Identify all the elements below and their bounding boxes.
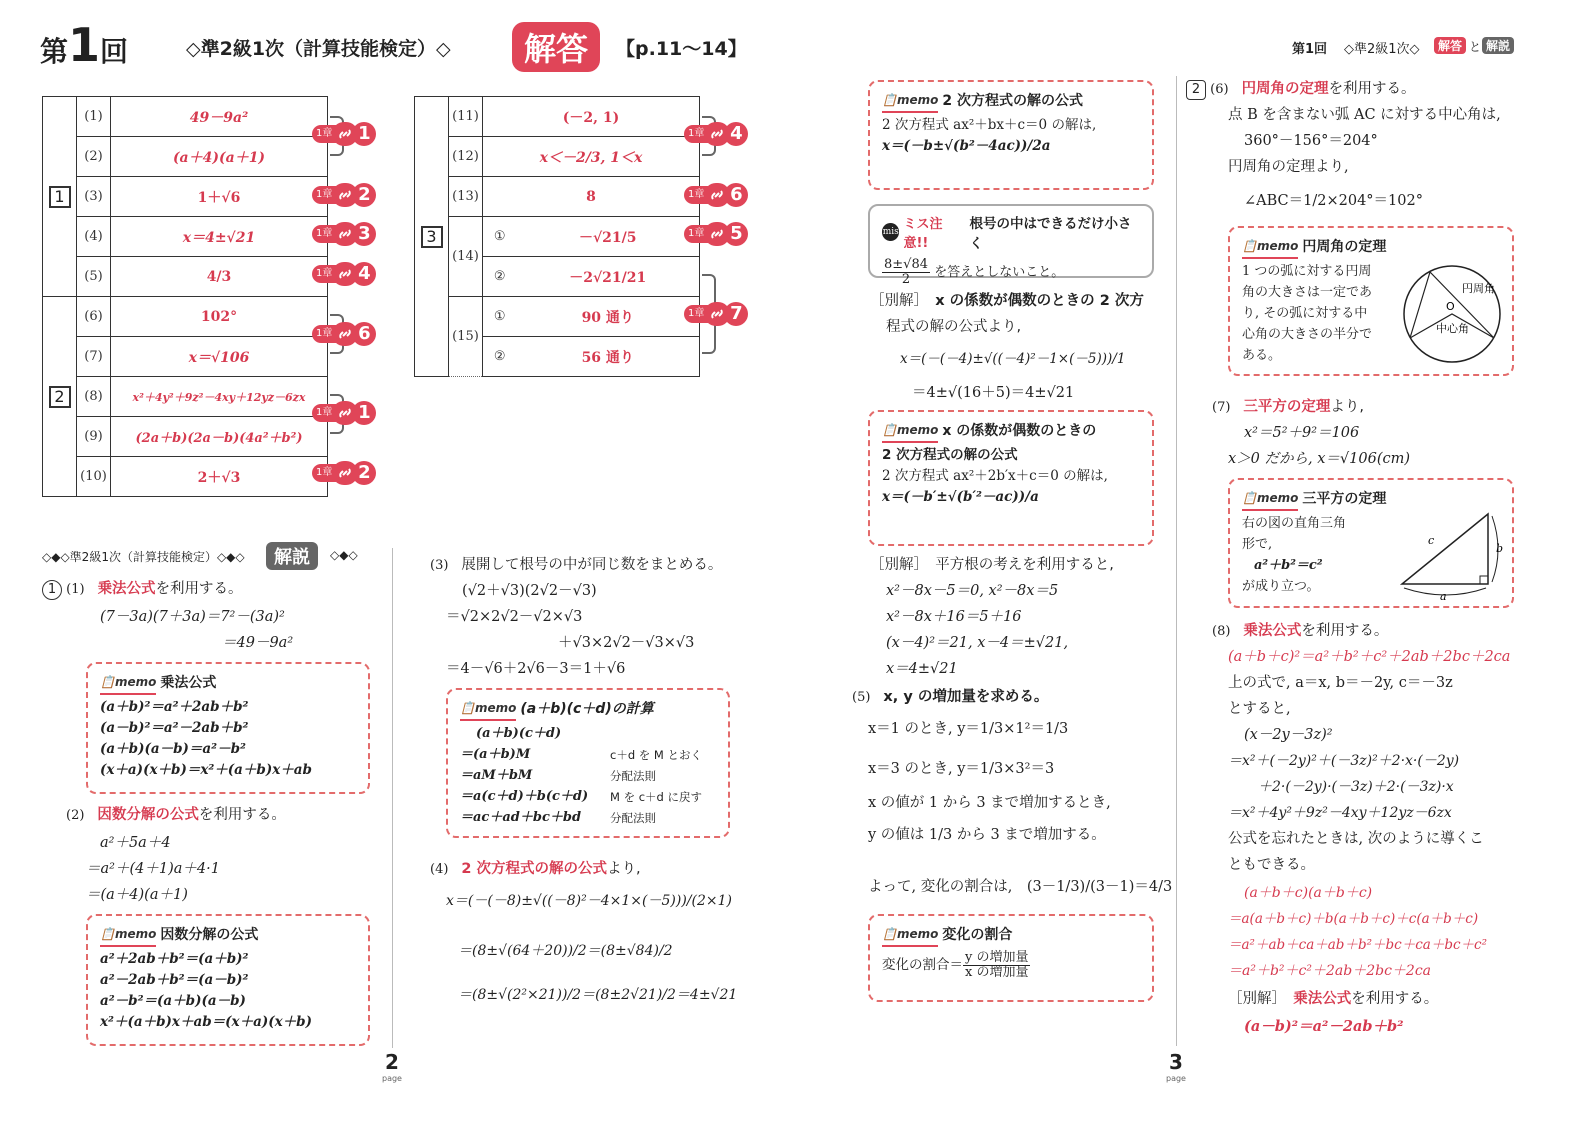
math-line: x²－8x－5＝0, x²－8x＝5 bbox=[886, 583, 1059, 599]
q8-heading: (8) 乗法公式を利用する。 bbox=[1212, 623, 1389, 639]
sub-num: ① bbox=[483, 217, 517, 257]
math-line: ∠ABC＝1/2×204°＝102° bbox=[1244, 193, 1423, 209]
row-num: (8) bbox=[77, 377, 111, 417]
column-divider bbox=[392, 548, 393, 1048]
q4-heading: (4) 2 次方程式の解の公式より, bbox=[430, 861, 641, 877]
math-line: よって, 変化の割合は, (3－1/3)/(3－1)＝4/3 bbox=[868, 879, 1173, 895]
math-line: ＝4±√(16＋5)＝4±√21 bbox=[912, 385, 1075, 401]
answer-value: 56 通り bbox=[517, 337, 700, 377]
explain-badge: 解説 bbox=[266, 542, 318, 570]
row-num: (13) bbox=[449, 177, 483, 217]
math-line: ＝(a＋4)(a＋1) bbox=[86, 887, 188, 903]
sub-num: ① bbox=[483, 297, 517, 337]
sub-num: ② bbox=[483, 257, 517, 297]
chapter-link[interactable]: 1章 4 bbox=[684, 122, 748, 146]
math-line: ＝a²＋(4＋1)a＋4·1 bbox=[86, 861, 220, 877]
math-line: 円周角の定理より, bbox=[1228, 159, 1349, 175]
row-num: (5) bbox=[77, 257, 111, 297]
memo-text: り, その弧に対する中 bbox=[1242, 306, 1368, 321]
chapter-link[interactable]: 1章 2 bbox=[312, 183, 376, 207]
answer-value: －√21/5 bbox=[517, 217, 700, 257]
chapter-link[interactable]: 1章 5 bbox=[684, 222, 748, 246]
answer-table-3 bbox=[414, 96, 700, 377]
memo-text: 角の大きさは一定であ bbox=[1242, 285, 1373, 300]
row-num: (12) bbox=[449, 137, 483, 177]
episode-title: 第1回 bbox=[40, 18, 129, 72]
memo-box: 📋memo 因数分解の公式 a²＋2ab＋b²＝(a＋b)² a²－2ab＋b²＝(a－b)² a²－b²＝(a＋b)(a－b) x²＋(a＋b)x＋ab＝(x＋a)(x＋b) bbox=[86, 914, 370, 1046]
formula-text: 2 次方程式 ax²＋2b′x＋c＝0 の解は, bbox=[882, 468, 1108, 484]
math-line: ＋√3×2√2－√3×√3 bbox=[558, 635, 695, 651]
page-number: 2 page bbox=[382, 1050, 402, 1083]
page-range: 【p.11～14】 bbox=[616, 38, 747, 60]
memo-icon: 📋memo bbox=[100, 672, 156, 695]
formula: (a－b)²＝a²－2ab＋b² bbox=[100, 720, 249, 736]
q1-1-heading: 1 (1) 乗法公式を利用する。 bbox=[42, 576, 243, 603]
chapter-link[interactable]: 1章 3 bbox=[312, 222, 376, 246]
q8-alt-heading: ［別解］ 乗法公式を利用する。 bbox=[1228, 991, 1439, 1007]
memo-icon: 📋memo bbox=[460, 698, 516, 721]
alt1-line: ［別解］ x の係数が偶数のときの 2 次方 bbox=[870, 293, 1144, 309]
formula: a²－b²＝(a＋b)(a－b) bbox=[100, 993, 246, 1009]
answer-value: 90 通り bbox=[517, 297, 700, 337]
formula: ＝aM＋bM bbox=[460, 768, 533, 783]
svg-text:円周角: 円周角 bbox=[1462, 282, 1495, 295]
row-num: (15) bbox=[449, 297, 483, 377]
note: 分配法則 bbox=[610, 769, 656, 783]
math-line: 360°－156°＝204° bbox=[1244, 133, 1378, 149]
row-num: (10) bbox=[77, 457, 111, 497]
math-line: x²－8x＋16＝5＋16 bbox=[886, 609, 1022, 625]
q5-heading: (5) x, y の増加量を求める。 bbox=[852, 689, 1049, 705]
chapter-link[interactable]: 1章 4 bbox=[312, 262, 376, 286]
formula: (a＋b)(c＋d) bbox=[476, 726, 562, 741]
answer-value: (－2, 1) bbox=[483, 97, 700, 137]
circle-angle-diagram bbox=[1400, 262, 1504, 366]
exam-title: ◇準2級1次（計算技能検定）◇ bbox=[186, 38, 451, 60]
q6-heading: 2 (6) 円周角の定理を利用する。 bbox=[1186, 76, 1416, 103]
formula: a²－2ab＋b²＝(a－b)² bbox=[100, 972, 249, 988]
memo-box: 📋memo x の係数が偶数のときの 2 次方程式の解の公式 2 次方程式 ax²＋2b′x＋c＝0 の解は, x＝(－b′±√(b′²－ac))/a bbox=[868, 410, 1154, 546]
right-explain-badge: 解説 bbox=[1482, 37, 1514, 54]
answer-value: 49－9a² bbox=[111, 97, 328, 137]
memo-icon: 📋memo bbox=[1242, 236, 1298, 259]
row-num: (9) bbox=[77, 417, 111, 457]
math-line: x の値が 1 から 3 まで増加するとき, bbox=[868, 795, 1111, 811]
formula: ＝a(c＋d)＋b(c＋d) bbox=[460, 789, 589, 804]
column-divider bbox=[1176, 76, 1177, 1046]
chapter-link[interactable]: 1章 2 bbox=[312, 461, 376, 485]
formula: x＝(－b′±√(b′²－ac))/a bbox=[882, 489, 1039, 505]
note: c＋d を M とおく bbox=[610, 748, 703, 762]
answer-value: (a＋4)(a＋1) bbox=[111, 137, 328, 177]
right-answer-badge: 解答 bbox=[1434, 37, 1466, 54]
formula: (a＋b)²＝a²＋2ab＋b² bbox=[100, 699, 249, 715]
math-line: ＝√2×2√2－√2×√3 bbox=[446, 609, 583, 625]
math-line: ＝(8±√(2²×21))/2＝(8±2√21)/2＝4±√21 bbox=[458, 987, 738, 1003]
math-line: ＝(8±√(64＋20))/2＝(8±√84)/2 bbox=[458, 943, 673, 959]
section-1-cell: 1 bbox=[43, 97, 77, 297]
formula: a²＋2ab＋b²＝(a＋b)² bbox=[100, 951, 249, 967]
math-line: ＝a²＋ab＋ca＋ab＋b²＋bc＋ca＋bc＋c² bbox=[1228, 937, 1487, 953]
caution-box: mis ミス注意!! 根号の中はできるだけ小さく $\frac{8\pm√84}{2}$ を答えとしないこと。 bbox=[868, 204, 1154, 278]
math-line: (√2＋√3)(2√2－√3) bbox=[462, 583, 597, 599]
memo-text: 心角の大きさの半分で bbox=[1242, 327, 1373, 342]
math-line: ともできる。 bbox=[1228, 857, 1315, 873]
sub-num: ② bbox=[483, 337, 517, 377]
memo-box: 📋memo 2 次方程式の解の公式 2 次方程式 ax²＋bx＋c＝0 の解は, x＝(－b±√(b²－4ac))/2a bbox=[868, 80, 1154, 190]
answer-value: 2＋√3 bbox=[111, 457, 328, 497]
q3-heading: (3) 展開して根号の中が同じ数をまとめる。 bbox=[430, 557, 723, 573]
formula: (a＋b)(a－b)＝a²－b² bbox=[100, 741, 246, 757]
math-line: (x－4)²＝21, x－4＝±√21, bbox=[886, 635, 1069, 651]
formula: a²＋b²＝c² bbox=[1254, 558, 1323, 573]
memo-icon: 📋memo bbox=[882, 90, 938, 113]
memo-icon: 📋memo bbox=[100, 924, 156, 947]
memo-icon: 📋memo bbox=[1242, 488, 1298, 511]
answer-value: 4/3 bbox=[111, 257, 328, 297]
row-num: (1) bbox=[77, 97, 111, 137]
math-line: x＝(－(－4)±√((－4)²－1×(－5)))/1 bbox=[900, 351, 1126, 367]
math-line: ＝a(a＋b＋c)＋b(a＋b＋c)＋c(a＋b＋c) bbox=[1228, 911, 1479, 927]
math-line: x＝1 のとき, y＝1/3×1²＝1/3 bbox=[868, 721, 1069, 737]
chapter-link[interactable]: 1章 1 bbox=[312, 122, 376, 146]
fraction: $\frac{8\pm√84}{2}$ bbox=[884, 257, 928, 287]
formula-text: 2 次方程式 ax²＋bx＋c＝0 の解は, bbox=[882, 117, 1097, 133]
formula: (x＋a)(x＋b)＝x²＋(a＋b)x＋ab bbox=[100, 762, 312, 778]
memo-box: 📋memo (a＋b)(c＋d)の計算 (a＋b)(c＋d) ＝(a＋b)M ＝aM＋bM ＝a(c＋d)＋b(c＋d) ＝ac＋ad＋bc＋bd c＋d を M とおく 分配法則 M を c＋d に戻す 分配法則 bbox=[446, 688, 730, 838]
right-episode: 第1回 bbox=[1292, 42, 1328, 57]
formula-text: 変化の割合＝ bbox=[882, 957, 963, 973]
memo-text: 1 つの弧に対する円周 bbox=[1242, 264, 1372, 279]
memo-text: 形で, bbox=[1242, 537, 1273, 552]
memo-text: 右の図の直角三角 bbox=[1242, 516, 1347, 531]
chapter-link[interactable]: 1章 6 bbox=[684, 183, 748, 207]
formula: ＝(a＋b)M bbox=[460, 747, 531, 762]
explain-header-right: ◇◆◇ bbox=[330, 548, 358, 562]
row-num: (4) bbox=[77, 217, 111, 257]
alt1-line: 程式の解の公式より, bbox=[886, 319, 1022, 335]
row-num: (7) bbox=[77, 337, 111, 377]
math-line: (7－3a)(7＋3a)＝7²－(3a)² bbox=[100, 609, 285, 625]
memo-box: 📋memo 乗法公式 (a＋b)²＝a²＋2ab＋b² (a－b)²＝a²－2ab＋b² (a＋b)(a－b)＝a²－b² (x＋a)(x＋b)＝x²＋(a＋b)x＋ab bbox=[86, 662, 370, 794]
memo-icon: 📋memo bbox=[882, 420, 938, 443]
svg-text:中心角: 中心角 bbox=[1436, 322, 1469, 335]
memo-text: が成り立つ。 bbox=[1242, 579, 1320, 594]
right-and: と bbox=[1469, 40, 1482, 54]
math-line: x＝(－(－8)±√((－8)²－4×1×(－5)))/(2×1) bbox=[446, 893, 732, 909]
row-num: (3) bbox=[77, 177, 111, 217]
math-line: ＝49－9a² bbox=[222, 635, 294, 651]
answer-value: x＜－2/3, 1＜x bbox=[483, 137, 700, 177]
svg-text:O: O bbox=[1446, 300, 1455, 313]
math-line: ＝4－√6＋2√6－3＝1＋√6 bbox=[446, 661, 626, 677]
answer-value: 102° bbox=[111, 297, 328, 337]
note: M を c＋d に戻す bbox=[610, 790, 703, 804]
q1-2-heading: (2) 因数分解の公式を利用する。 bbox=[66, 807, 286, 823]
fraction: $\frac{\text{y の増加量}}{\text{x の増加量}}$ bbox=[965, 950, 1029, 980]
math-line: x＝4±√21 bbox=[886, 661, 958, 677]
memo-box: 📋memo 円周角の定理 1 つの弧に対する円周 角の大きさは一定であ り, その弧に対する中 心角の大きさの半分で ある。 O 円周角 中心角 bbox=[1228, 226, 1514, 376]
math-line: とすると, bbox=[1228, 701, 1291, 717]
memo-box: 📋memo 三平方の定理 右の図の直角三角 形で, a²＋b²＝c² が成り立つ。 b a c bbox=[1228, 478, 1514, 608]
row-num: (2) bbox=[77, 137, 111, 177]
right-exam: ◇準2級1次◇ bbox=[1344, 42, 1420, 57]
memo-subtitle: 2 次方程式の解の公式 bbox=[882, 447, 1018, 463]
math-line: x＞0 だから, x＝√106(cm) bbox=[1228, 451, 1411, 467]
chapter-link[interactable]: 1章 7 bbox=[684, 302, 748, 326]
math-line: ＝x²＋(－2y)²＋(－3z)²＋2·x·(－2y) bbox=[1228, 753, 1460, 769]
answer-value: －2√21/21 bbox=[517, 257, 700, 297]
math-line: 点 B を含まない弧 AC に対する中心角は, bbox=[1228, 107, 1501, 123]
math-line: ＝x²＋4y²＋9z²－4xy＋12yz－6zx bbox=[1228, 805, 1452, 821]
answer-value: (2a＋b)(2a－b)(4a²＋b²) bbox=[111, 417, 328, 457]
formula: x＝(－b±√(b²－4ac))/2a bbox=[882, 138, 1051, 154]
page-number: 3 page bbox=[1166, 1050, 1186, 1083]
svg-text:b: b bbox=[1496, 542, 1504, 555]
answer-badge: 解答 bbox=[512, 22, 600, 72]
memo-text: ある。 bbox=[1242, 348, 1282, 363]
math-line: ＋2·(－2y)·(－3z)＋2·(－3z)·x bbox=[1258, 779, 1454, 795]
answer-value: x＝4±√21 bbox=[111, 217, 328, 257]
caution-icon: mis bbox=[882, 223, 899, 241]
math-line: (x－2y－3z)² bbox=[1244, 727, 1333, 743]
memo-icon: 📋memo bbox=[882, 924, 938, 947]
answer-value: 8 bbox=[483, 177, 700, 217]
answer-table-1 bbox=[42, 96, 328, 497]
math-line: 公式を忘れたときは, 次のように導くこ bbox=[1228, 831, 1484, 847]
memo-box: 📋memo 変化の割合 変化の割合＝ $\frac{\text{y の増加量}}{\text{x の増加量}}$ bbox=[868, 914, 1154, 1002]
chapter-link[interactable]: 1章 6 bbox=[312, 322, 376, 346]
math-line: ＝a²＋b²＋c²＋2ab＋2bc＋2ca bbox=[1228, 963, 1432, 979]
section-3-cell: 3 bbox=[415, 97, 449, 377]
row-num: (11) bbox=[449, 97, 483, 137]
formula: (a＋b＋c)²＝a²＋b²＋c²＋2ab＋2bc＋2ca bbox=[1228, 649, 1511, 665]
math-line: x＝3 のとき, y＝1/3×3²＝3 bbox=[868, 761, 1055, 777]
svg-text:a: a bbox=[1440, 590, 1447, 602]
answer-value: x²＋4y²＋9z²－4xy＋12yz－6zx bbox=[111, 377, 328, 417]
answer-value: 1＋√6 bbox=[111, 177, 328, 217]
chapter-link[interactable]: 1章 1 bbox=[312, 401, 376, 425]
answer-value: x＝√106 bbox=[111, 337, 328, 377]
q7-heading: (7) 三平方の定理より, bbox=[1212, 399, 1365, 415]
math-line: (a＋b＋c)(a＋b＋c) bbox=[1244, 885, 1373, 901]
alt2-line: ［別解］ 平方根の考えを利用すると, bbox=[870, 557, 1114, 573]
math-line: 上の式で, a＝x, b＝－2y, c＝－3z bbox=[1228, 675, 1453, 691]
row-num: (6) bbox=[77, 297, 111, 337]
right-triangle-diagram bbox=[1396, 506, 1506, 602]
math-line: a²＋5a＋4 bbox=[100, 835, 171, 851]
formula: ＝ac＋ad＋bc＋bd bbox=[460, 810, 582, 825]
math-line: y の値は 1/3 から 3 まで増加する。 bbox=[868, 827, 1106, 843]
row-num: (14) bbox=[449, 217, 483, 297]
note: 分配法則 bbox=[610, 811, 656, 825]
math-line: x²＝5²＋9²＝106 bbox=[1244, 425, 1360, 441]
formula: x²＋(a＋b)x＋ab＝(x＋a)(x＋b) bbox=[100, 1014, 312, 1030]
formula: (a－b)²＝a²－2ab＋b² bbox=[1244, 1018, 1404, 1035]
explain-header-left: ◇◆◇準2級1次（計算技能検定）◇◆◇ bbox=[42, 550, 245, 564]
section-2-cell: 2 bbox=[43, 297, 77, 497]
svg-text:c: c bbox=[1428, 534, 1435, 547]
